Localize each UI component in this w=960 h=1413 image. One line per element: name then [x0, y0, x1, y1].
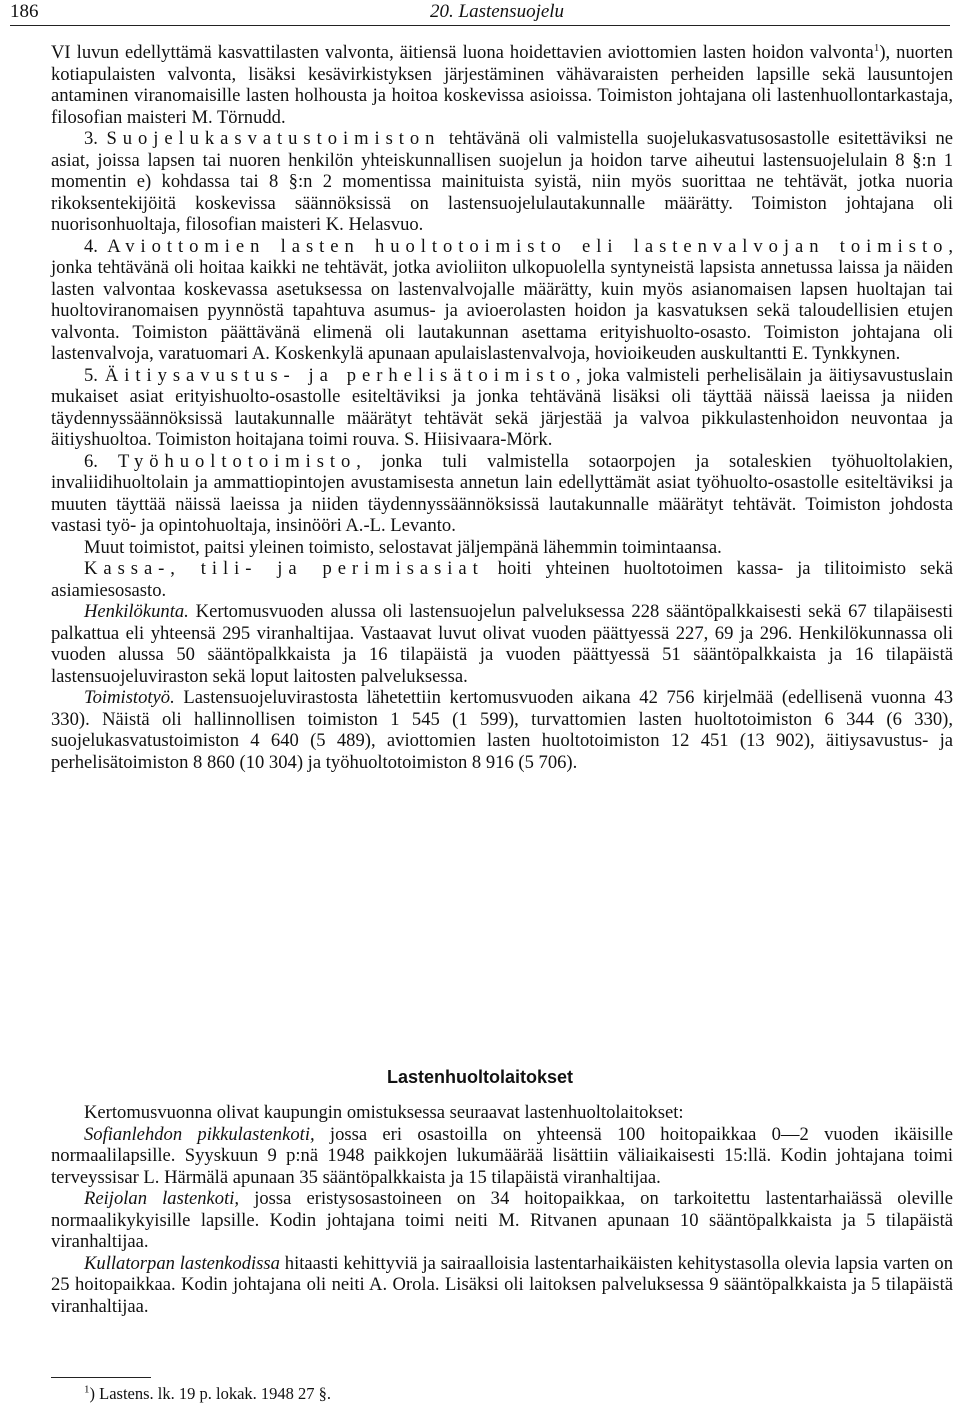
page-number: 186 — [10, 1, 39, 22]
paragraph-personnel: Henkilökunta. Kertomusvuoden alussa oli lastensuojelun palveluksessa 228 sääntöpalkkaisesti sekä 67 tilapäisesti palkattua eli yhteensä 295 viranhaltijaa. Vastaavat luvut olivat vuoden päättyessä 227, 69 ja 296. Henkilökunnassa oli vuoden alussa 50 sääntöpalkkaista ja 16 tilapäistä ja vuoden päättyessä 51 sääntöpalkkaista ja 16 tilapäistä lastensuojeluviraston sekä loput laitosten palveluksessa. — [51, 601, 953, 687]
italic-label: Sofianlehdon pikkulastenkoti, — [84, 1123, 315, 1145]
footnote — [84, 1384, 944, 1404]
spaced-term: Työhuoltotoimisto — [117, 450, 357, 472]
spaced-term: Suojelukasvatustoimiston — [106, 128, 441, 149]
footnote-marker: 1 — [84, 1383, 90, 1396]
main-text — [51, 42, 953, 773]
section-heading: Lastenhuoltolaitokset — [386, 1067, 574, 1087]
header-rule — [10, 25, 950, 26]
footnote-rule — [51, 1377, 151, 1378]
italic-label: Toimistotyö. — [84, 687, 175, 708]
section-text — [51, 1102, 953, 1317]
spaced-term: Kassa-, tili- ja perimisasiat — [84, 558, 484, 579]
paragraph-office-duties: VI luvun edellyttämä kasvattilasten valvonta, äitiensä luona hoidettavien aviottomien lasten hoidon valvonta$^1$), nuorten kotiapulaisten valvonta, lisäksi kesävirkistyksen järjestäminen vähävaraisten perheiden lapsille sekä lausuntojen antaminen viranomaisille lasten holhousta ja hoitoa koskevissa asioissa. Toimiston johtajana oli lastenhuollontarkastaja, filosofian maisteri M. Törnudd. — [51, 41, 953, 128]
paragraph-office-work: Toimistotyö. Lastensuojeluvirastosta lähetettiin kertomusvuoden aikana 42 756 kirjelmää (edellisenä vuonna 43 330). Näistä oli hallinnollisen toimiston 1 545 (1 599), turvattomien lasten huoltotoimiston 6 344 (6 330), suojelukasvatustoimiston 4 640 (5 489), aviottomien lasten huoltotoimiston 12 451 (13 902), äitiysavustus- ja perhelisätoimiston 8 860 (10 304) ja työhuoltotoimiston 8 916 (5 706). — [51, 687, 953, 773]
italic-label: Henkilökunta. — [84, 601, 189, 622]
footnote-text: ) Lastens. lk. 19 p. lokak. 1948 27 §. — [89, 1384, 332, 1403]
running-title: 20. Lastensuojelu — [430, 1, 565, 22]
spaced-term: Äitiysavustus- ja perhelisätoimisto — [104, 364, 576, 386]
institution-sofianlehto: Sofianlehdon pikkulastenkoti, jossa eri osastoilla on yhteensä 100 hoitopaikkaa 0—2 vuoden ikäisille normaalilapsille. Syyskuun 9 p:nä 1948 paikkojen lukumäärää lisättiin väliaikaisesti 15:llä. Kodin johtajana toimi terveyssisar L. Härmälä apunaan 35 sääntöpalkkaista ja 15 tilapäistä viranhaltijaa. — [51, 1123, 954, 1188]
italic-label: Reijolan lastenkoti, — [84, 1188, 240, 1209]
paragraph-3: 3. Suojelukasvatustoimiston tehtävänä oli valmistella suojelukasvatusosastolle esitettäviksi ne asiat, joissa lapsen tai nuoren henkilön yhteiskunnallisen suojelun ja hoidon tarve aiheutui lastensuojelulain 8 §:n 1 momentin e) kohdassa tai 8 §:n 2 momentissa mainituista syistä, niin myös suorittaa ne tehtävät, jotka nuoria rikoksentekijöitä koskevissa säännöksissä on lastensuojelulautakunnalle määrätty. Toimiston johtajana oli nuorisonhuoltaja, filosofian maisteri K. Helasvuo. — [51, 128, 953, 235]
paragraph-other-offices: Muut toimistot, paitsi yleinen toimisto, selostavat jäljempänä lähemmin toimintaansa. — [84, 536, 722, 558]
spaced-term: Aviottomien lasten huoltotoimisto eli lastenvalvojan toimisto — [107, 235, 949, 257]
page-header — [10, 1, 950, 27]
paragraph-cash: Kassa-, tili- ja perimisasiat hoiti yhteinen huoltotoimen kassa- ja tilitoimisto sekä asiamiesosasto. — [51, 558, 953, 601]
italic-label: Kullatorpan lastenkodissa — [84, 1252, 280, 1274]
paragraph-5: 5. Äitiysavustus- ja perhelisätoimisto, joka valmisteli perhelisälain ja äitiysavustuslain mukaiset asiat erityishuolto-osastolle esiteltäviksi ja jonka tehtävänä lisäksi oli täyttää näissä laeissa ja niiden täydennyssäännöksissä lautakunnalle määrätyt tehtävät sekä järjestää ja valvoa pikkulastenhoidon neuvontaa ja äitiyshuoltoa. Toimiston hoitajana toimi rouva. S. Hiisivaara-Mörk. — [51, 364, 953, 450]
footnote-ref: 1 — [873, 41, 880, 54]
paragraph-4: 4. Aviottomien lasten huoltotoimisto eli lastenvalvojan toimisto, jonka tehtävänä oli hoitaa kaikki ne tehtävät, jotka avioliiton ulkopuolella syntyneistä lapsista annetussa laissa ja näiden lasten valvontaa koskevassa asetuksessa on lastenvalvojalle määrätty, kuin myös asianomaisen lapsen huoltajan tai huoltoviranomaisen pyynnöstä tapahtuva asumus- ja avioerolasten hoidon ja kasvatuksen sekä taloudellisien etujen valvonta. Toimiston päättävänä elimenä oli lautakunnan asettama erityishuolto-osasto. Toimiston johtajana oli lastenvalvoja, varatuomari A. Koskenkylä apunaan apulaislastenvalvoja, hovioikeuden auskultantti E. Tynkkynen. — [51, 235, 953, 364]
paragraph-6: 6. Työhuoltotoimisto, jonka tuli valmistella sotaorpojen ja sotaleskien työhuoltolakien, invaliidihuoltolain ja ammattiopintojen avustamisesta annetun lain edellyttämät asiat työhuolto-osastolle esiteltäviksi ja muuten täyttää näissä laeissa ja niiden täydennyssäännöksissä lautakunnalle määrätyt tehtävät. Toimiston johdosta vastasi työ- ja opintohuoltaja, insinööri A.-L. Levanto. — [51, 450, 953, 536]
institution-reijola: Reijolan lastenkoti, jossa eristysosastoineen on 34 hoitopaikkaa, on tarkoitettu lastentarhaiässä oleville normaalikykyisille lapsille. Kodin johtajana toimi neiti M. Ritvanen apunaan 10 sääntöpalkkaista ja 5 tilapäistä viranhaltijaa. — [51, 1188, 954, 1252]
institution-kullatorppa: Kullatorpan lastenkodissa hitaasti kehittyviä ja sairaalloisia lastentarhaikäisten kehitystasolla olevia lapsia varten on 25 hoitopaikkaa. Kodin johtajana oli neiti A. Orola. Lisäksi oli laitoksen palveluksessa 9 sääntöpalkkaista ja 5 tilapäistä viranhaltijaa. — [51, 1252, 953, 1317]
section-intro: Kertomusvuonna olivat kaupungin omistuksessa seuraavat lastenhuoltolaitokset: — [84, 1102, 684, 1123]
